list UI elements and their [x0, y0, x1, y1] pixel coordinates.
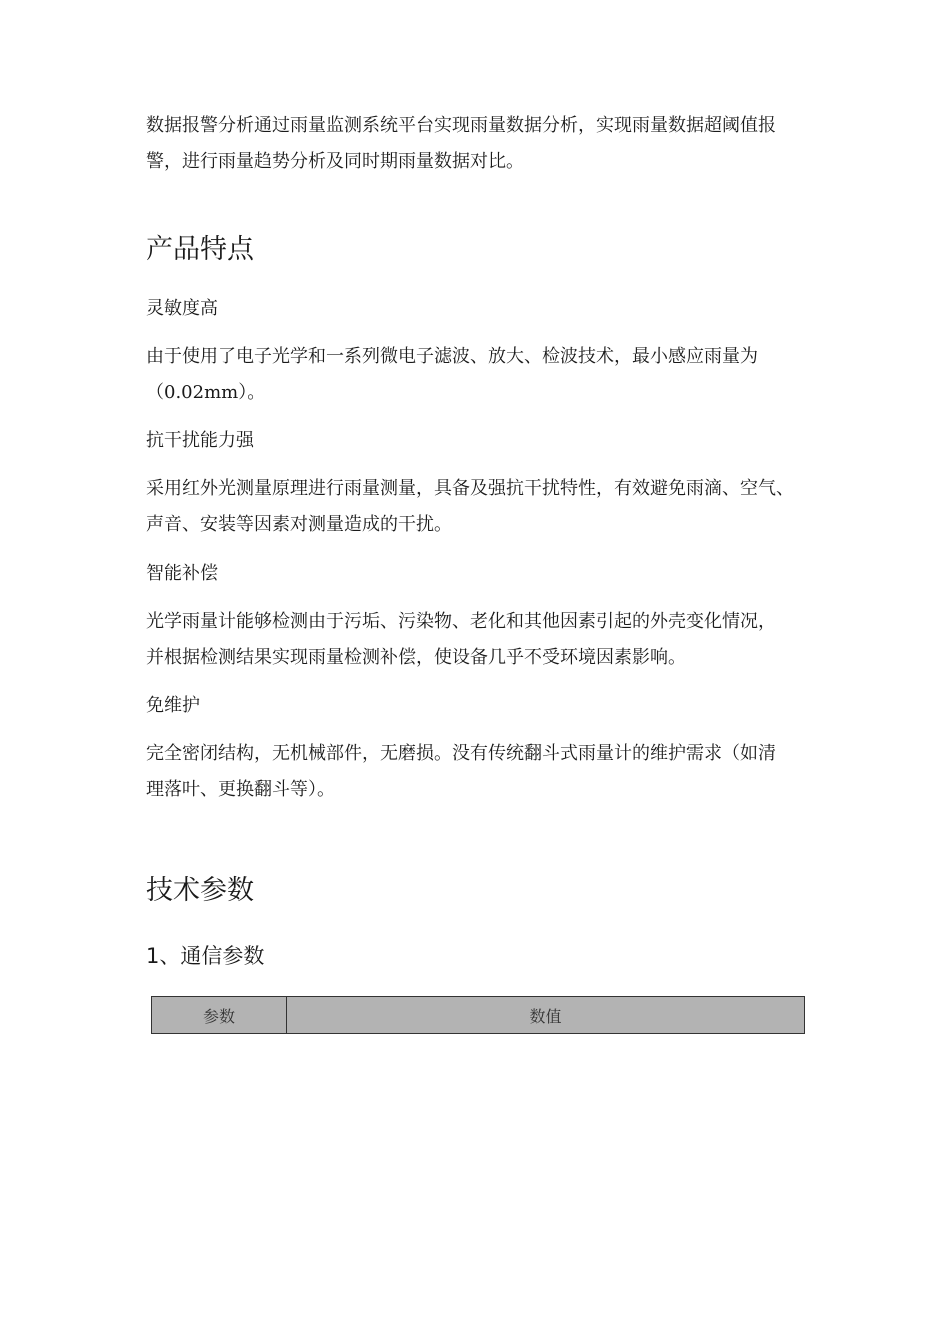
feature-3-line-1: 光学雨量计能够检测由于污垢、污染物、老化和其他因素引起的外壳变化情况， — [146, 611, 776, 632]
table-header-param: 参数 — [152, 997, 287, 1034]
feature-1-title: 灵敏度高 — [146, 298, 218, 319]
feature-1-line-2: （0.02mm）。 — [146, 382, 266, 403]
params-table — [151, 996, 805, 1034]
feature-3-title: 智能补偿 — [146, 563, 218, 584]
feature-4-line-2: 理落叶、更换翻斗等）。 — [146, 779, 335, 800]
table-header-row — [152, 997, 805, 1034]
specs-subheading: 1、通信参数 — [146, 944, 265, 968]
feature-2-line-2: 声音、安装等因素对测量造成的干扰。 — [146, 514, 452, 535]
table-header-value: 数值 — [287, 997, 805, 1034]
intro-line-2: 警，进行雨量趋势分析及同时期雨量数据对比。 — [146, 151, 524, 172]
feature-4-title: 免维护 — [146, 695, 200, 716]
feature-1-line-1: 由于使用了电子光学和一系列微电子滤波、放大、检波技术，最小感应雨量为 — [146, 346, 758, 367]
feature-2-title: 抗干扰能力强 — [146, 430, 254, 451]
feature-3-line-2: 并根据检测结果实现雨量检测补偿，使设备几乎不受环境因素影响。 — [146, 647, 686, 668]
intro-line-1: 数据报警分析通过雨量监测系统平台实现雨量数据分析，实现雨量数据超阈值报 — [146, 115, 776, 136]
feature-2-line-1: 采用红外光测量原理进行雨量测量，具备及强抗干扰特性，有效避免雨滴、空气、 — [146, 478, 794, 499]
feature-4-line-1: 完全密闭结构，无机械部件，无磨损。没有传统翻斗式雨量计的维护需求（如清 — [146, 743, 776, 764]
features-heading: 产品特点 — [146, 234, 254, 265]
specs-heading: 技术参数 — [146, 875, 254, 906]
